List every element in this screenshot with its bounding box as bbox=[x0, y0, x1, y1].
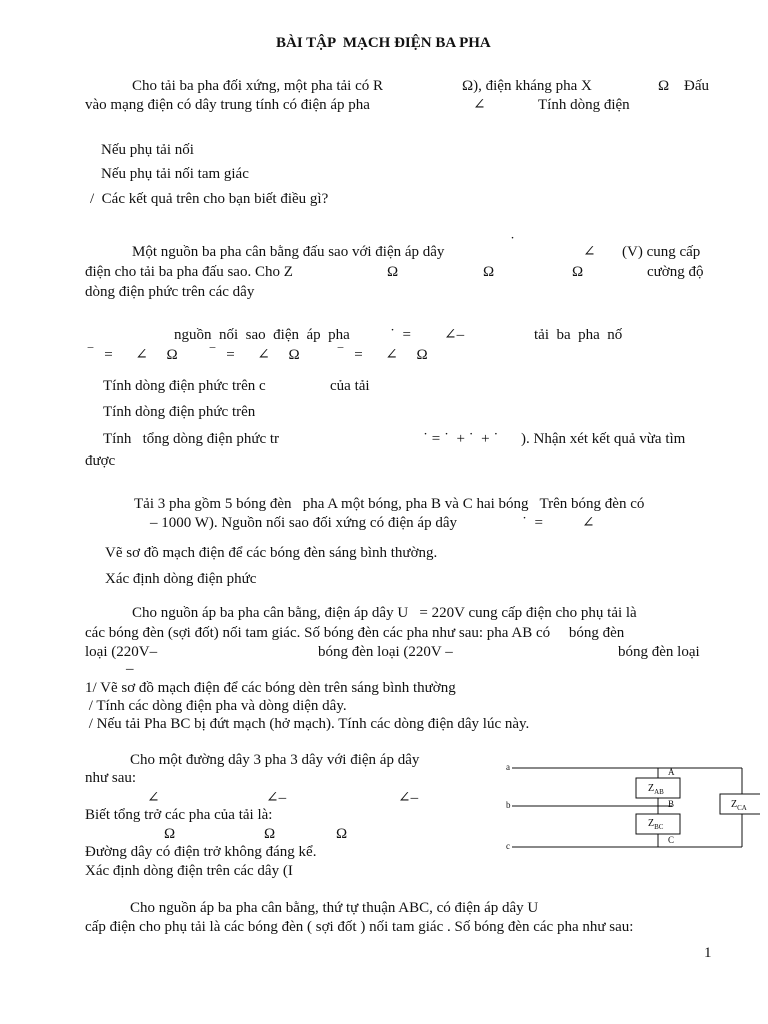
ex5-item3: / Nếu tải Pha BC bị đứt mạch (hở mạch). Tính các dòng điện dây lúc này. bbox=[85, 716, 530, 732]
ex3-item2: Tính dòng điện phức trên bbox=[103, 404, 256, 420]
ex5-line3-b: bóng đèn loại (220V – bbox=[318, 644, 453, 660]
ex2-line2-a: điện cho tải ba pha đấu sao. Cho Z bbox=[85, 264, 293, 280]
ex6-line5-a: Ω bbox=[164, 826, 176, 842]
ex2-line2-e: cường độ bbox=[647, 264, 704, 280]
ex1-item3: / Các kết quả trên cho bạn biết điều gì? bbox=[90, 191, 329, 207]
terminal-B-label: B bbox=[668, 799, 675, 809]
ex3-line1-b: ˙ = bbox=[390, 327, 411, 343]
ex6-line5-b: Ω bbox=[264, 826, 276, 842]
ex1-line2-b: ∠ bbox=[473, 97, 486, 113]
ex5-item2: / Tính các dòng điện pha và dòng diện dây. bbox=[85, 698, 347, 714]
ex1-line1-c: Ω bbox=[658, 78, 670, 94]
node-c-label: c bbox=[506, 841, 510, 851]
ex3-line2-c: ‾ = ∠ Ω bbox=[338, 347, 428, 363]
z-ab-label: $Z_{AB}$ bbox=[648, 783, 664, 796]
ex6-line1: Cho một đường dây 3 pha 3 dây với điện áp dây bbox=[130, 752, 420, 768]
terminal-C-label: C bbox=[668, 835, 675, 845]
ex2-line2-c: Ω bbox=[483, 264, 495, 280]
ex1-item2: Nếu phụ tải nối tam giác bbox=[101, 166, 249, 182]
ex7-line1: Cho nguồn áp ba pha cân bằng, thứ tự thuận ABC, có điện áp dây U bbox=[130, 900, 539, 916]
ex4-item2: Xác định dòng điện phức bbox=[105, 571, 257, 587]
z-bc-label: $Z_{BC}$ bbox=[648, 818, 664, 831]
ex4-line2-b: ˙ = bbox=[522, 515, 543, 531]
ex4-line2-c: ∠ bbox=[582, 515, 595, 531]
ex6-line3-b: ∠– bbox=[266, 790, 287, 806]
page-title: BÀI TẬP MẠCH ĐIỆN BA PHA bbox=[276, 35, 491, 51]
ex5-line3-a: loại (220V– bbox=[85, 644, 158, 660]
ex1-line1-a: Cho tải ba pha đối xứng, một pha tải có R bbox=[132, 78, 384, 94]
ex6-line5-c: Ω bbox=[336, 826, 348, 842]
ex2-line1-c: (V) cung cấp bbox=[622, 244, 701, 260]
ex3-item3-c: ). Nhận xét kết quả vừa tìm bbox=[521, 431, 686, 447]
ex5-item1: 1/ Vẽ sơ đồ mạch điện để các bóng dèn trên sáng bình thường bbox=[85, 680, 456, 696]
ex2-line2-d: Ω bbox=[572, 264, 584, 280]
page-number: 1 bbox=[704, 945, 712, 961]
ex6-line4: Biết tổng trở các pha của tải là: bbox=[85, 807, 273, 823]
ex3-item3-b: ˙ = ˙ + ˙ + ˙ bbox=[423, 431, 499, 447]
node-b-label: b bbox=[506, 800, 511, 810]
ex3-item1-b: của tải bbox=[330, 378, 370, 394]
ex5-line2: các bóng đèn (sợi đốt) nối tam giác. Số bóng đèn các pha như sau: pha AB có bóng đèn bbox=[85, 625, 625, 641]
ex4-line2-a: – 1000 W). Nguồn nối sao đối xứng có điện áp dây bbox=[150, 515, 457, 531]
ex3-line2-b: ‾ = ∠ Ω bbox=[210, 347, 300, 363]
ex1-line2-a: vào mạng điện có dây trung tính có điện áp pha bbox=[85, 97, 370, 113]
ex3-line1-d: tải ba pha nố bbox=[534, 327, 623, 343]
ex2-line1-a: Một nguồn ba pha cân bằng đấu sao với điện áp dây bbox=[132, 244, 445, 260]
ex2-line1-dot: ˙ bbox=[510, 235, 515, 251]
ex1-line1-b: Ω), điện kháng pha X bbox=[462, 78, 592, 94]
ex5-line4: – bbox=[126, 661, 134, 677]
ex1-item1: Nếu phụ tải nối bbox=[101, 142, 194, 158]
ex6-line3-a: ∠ bbox=[147, 790, 160, 806]
ex3-item1-a: Tính dòng điện phức trên c bbox=[103, 378, 266, 394]
ex1-line1-d: Đấu bbox=[684, 78, 709, 94]
ex4-line1: Tải 3 pha gồm 5 bóng đèn pha A một bóng, pha B và C hai bóng Trên bóng đèn có bbox=[134, 496, 645, 512]
ex6-line6: Đường dây có điện trở không đáng kể. bbox=[85, 844, 317, 860]
ex3-line2-a: ‾ = ∠ Ω bbox=[88, 347, 178, 363]
ex6-line3-c: ∠– bbox=[398, 790, 419, 806]
terminal-A-label: A bbox=[668, 767, 675, 777]
ex2-line1-b: ∠ bbox=[583, 244, 596, 260]
ex4-item1: Vẽ sơ đồ mạch điện để các bóng đèn sáng bình thường. bbox=[105, 545, 438, 561]
ex2-line2-b: Ω bbox=[387, 264, 399, 280]
ex3-item3-a: Tính tổng dòng điện phức tr bbox=[103, 431, 280, 447]
ex1-line2-c: Tính dòng điện bbox=[538, 97, 630, 113]
ex5-line1: Cho nguồn áp ba pha cân bằng, điện áp dây U = 220V cung cấp điện cho phụ tải là bbox=[132, 605, 637, 621]
ex7-line2: cấp điện cho phụ tải là các bóng đèn ( sợi đốt ) nối tam giác . Số bóng đèn các pha như sau: bbox=[85, 919, 634, 935]
ex3-item3-d: được bbox=[85, 453, 116, 469]
ex6-line2: như sau: bbox=[85, 770, 137, 786]
node-a-label: a bbox=[506, 762, 510, 772]
ex6-line7: Xác định dòng điện trên các dây (I bbox=[85, 863, 293, 879]
ex3-line1-a: nguồn nối sao điện áp pha bbox=[174, 327, 350, 343]
delta-load-circuit-diagram bbox=[500, 758, 760, 858]
ex2-line3: dòng điện phức trên các dây bbox=[85, 284, 255, 300]
ex3-line1-c: ∠– bbox=[444, 327, 465, 343]
z-ca-label: $Z_{CA}$ bbox=[731, 799, 747, 812]
ex5-line3-c: bóng đèn loại bbox=[618, 644, 700, 660]
